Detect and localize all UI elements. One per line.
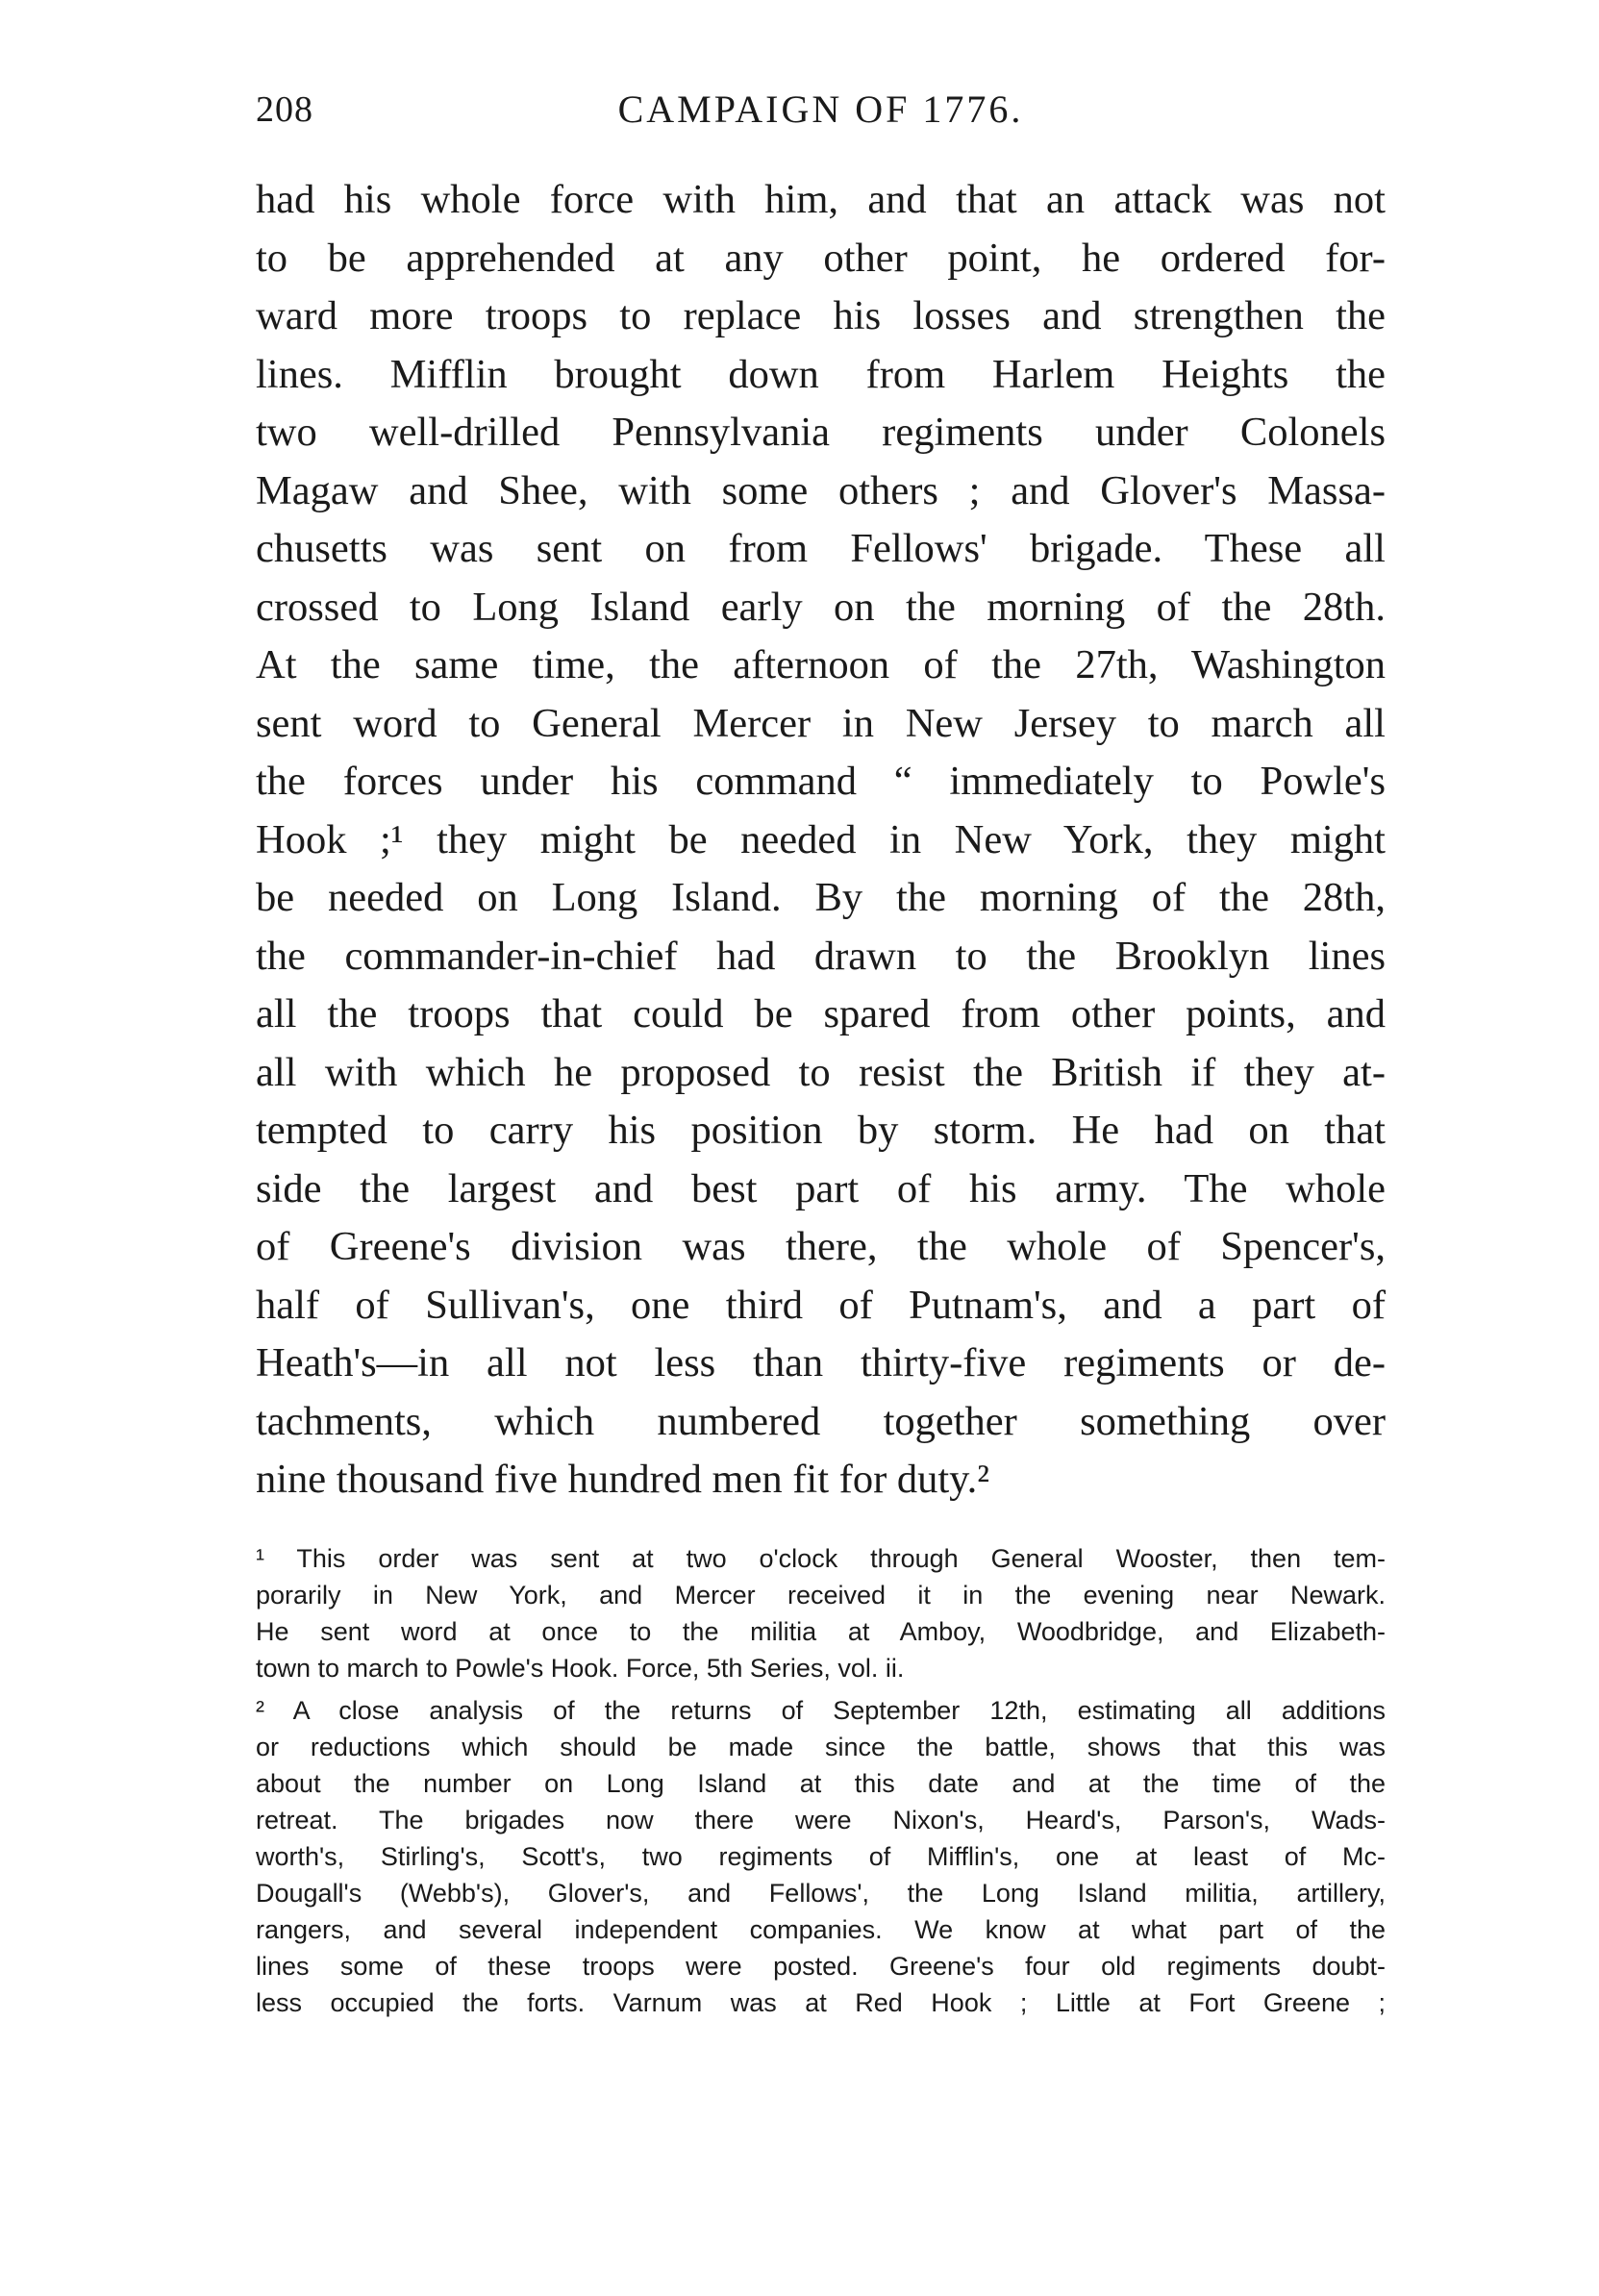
footnotes (256, 1540, 1386, 2021)
text-line: ward more troops to replace his losses and strengthen the (256, 293, 1386, 338)
text-line: of Greene's division was there, the whole of Spencer's, (256, 1224, 1386, 1269)
text-line: lines. Mifflin brought down from Harlem Heights the (256, 351, 1386, 397)
footnote-line: less occupied the forts. Varnum was at Red Hook ; Little at Fort Greene ; (256, 1988, 1386, 2017)
footnote-line: retreat. The brigades now there were Nixon's, Heard's, Parson's, Wads- (256, 1806, 1386, 1834)
text-line: all the troops that could be spared from other points, and (256, 991, 1386, 1036)
page-number: 208 (256, 89, 313, 130)
footnote-line: ² A close analysis of the returns of September 12th, estimating all additions (256, 1696, 1386, 1725)
text-line: sent word to General Mercer in New Jersey to march all (256, 700, 1386, 746)
text-line: two well-drilled Pennsylvania regiments under Colonels (256, 410, 1386, 455)
text-line: side the largest and best part of his army. The whole (256, 1165, 1386, 1211)
text-line: Heath's—in all not less than thirty-five regiments or de- (256, 1340, 1386, 1385)
text-line: chusetts was sent on from Fellows' brigade. These all (256, 526, 1386, 571)
body-text (256, 171, 1386, 1510)
text-line: be needed on Long Island. By the morning of the 28th, (256, 875, 1386, 920)
footnote-line: about the number on Long Island at this date and at the time of the (256, 1769, 1386, 1798)
text-line: the commander-in-chief had drawn to the Brooklyn lines (256, 933, 1386, 979)
text-line: nine thousand five hundred men fit for duty.² (256, 1457, 990, 1502)
text-line: tempted to carry his position by storm. He had on that (256, 1108, 1386, 1153)
text-line: At the same time, the afternoon of the 27th, Washington (256, 642, 1386, 687)
text-line: the forces under his command “ immediately to Powle's (256, 759, 1386, 804)
text-line: had his whole force with him, and that an attack was not (256, 177, 1386, 222)
text-line: crossed to Long Island early on the morning of the 28th. (256, 584, 1386, 630)
running-title: CAMPAIGN OF 1776. (617, 87, 1024, 131)
footnote-line: or reductions which should be made since the battle, shows that this was (256, 1733, 1386, 1761)
footnote-line: ¹ This order was sent at two o'clock through General Wooster, then tem- (256, 1544, 1386, 1573)
footnote-line: Dougall's (Webb's), Glover's, and Fellows', the Long Island militia, artillery, (256, 1879, 1386, 1908)
text-line: tachments, which numbered together something over (256, 1398, 1386, 1444)
footnote-1 (256, 1540, 1386, 1686)
text-line: Hook ;¹ they might be needed in New York, they might (256, 816, 1386, 862)
footnote-line: rangers, and several independent companies. We know at what part of the (256, 1915, 1386, 1944)
footnote-2 (256, 1692, 1386, 2021)
text-line: Magaw and Shee, with some others ; and Glover's Massa- (256, 467, 1386, 513)
text-line: to be apprehended at any other point, he ordered for- (256, 235, 1386, 281)
running-head (256, 81, 1386, 138)
text-line: all with which he proposed to resist the British if they at- (256, 1049, 1386, 1095)
footnote-line: He sent word at once to the militia at Amboy, Woodbridge, and Elizabeth- (256, 1617, 1386, 1646)
footnote-line: lines some of these troops were posted. Greene's four old regiments doubt- (256, 1952, 1386, 1981)
footnote-line: worth's, Stirling's, Scott's, two regiments of Mifflin's, one at least of Mc- (256, 1842, 1386, 1871)
text-line: half of Sullivan's, one third of Putnam's, and a part of (256, 1282, 1386, 1328)
footnote-line: porarily in New York, and Mercer received it in the evening near Newark. (256, 1581, 1386, 1610)
footnote-line: town to march to Powle's Hook. Force, 5th Series, vol. ii. (256, 1654, 905, 1683)
